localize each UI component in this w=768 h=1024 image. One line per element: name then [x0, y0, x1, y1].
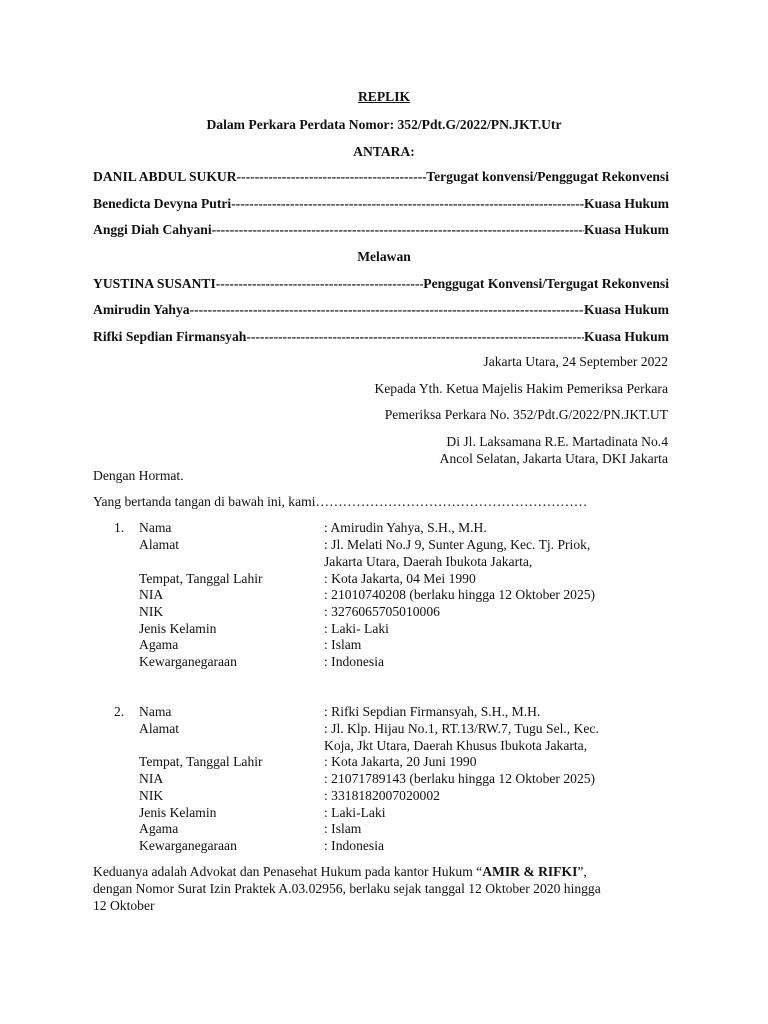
value-nik: : 3318182007020002 — [324, 788, 440, 803]
recipient-line-1: Kepada Yth. Ketua Majelis Hakim Pemeriksa Perkara — [374, 381, 668, 396]
value-nama: : Amirudin Yahya, S.H., M.H. — [324, 520, 487, 535]
place-date: Jakarta Utara, 24 September 2022 — [483, 354, 668, 369]
label-nia: NIA — [139, 771, 164, 786]
party-role: Kuasa Hukum — [584, 196, 669, 211]
party-role: Kuasa Hukum — [584, 329, 669, 344]
closing-text: Keduanya adalah Advokat dan Penasehat Hukum pada kantor Hukum “ — [93, 864, 483, 879]
label-nama: Nama — [139, 704, 172, 719]
party-name: Benedicta Devyna Putri — [93, 196, 232, 211]
label-jenis-kelamin: Jenis Kelamin — [139, 805, 217, 820]
closing-text-end: ”, — [577, 864, 587, 879]
party-row — [93, 275, 669, 292]
value-agama: : Islam — [324, 821, 362, 836]
address-line-1: Di Jl. Laksamana R.E. Martadinata No.4 — [446, 434, 668, 449]
closing-line-1 — [93, 863, 587, 880]
party-name: DANIL ABDUL SUKUR — [93, 169, 237, 184]
party-name: Anggi Diah Cahyani — [93, 222, 212, 237]
party-role: Kuasa Hukum — [584, 302, 669, 317]
label-ttl: Tempat, Tanggal Lahir — [139, 754, 263, 769]
party-role: Tergugat konvensi/Penggugat Rekonvensi — [426, 169, 669, 184]
address-line-2: Ancol Selatan, Jakarta Utara, DKI Jakarta — [439, 451, 668, 466]
dash-leader — [190, 301, 584, 318]
party-row — [93, 221, 669, 238]
value-ttl: : Kota Jakarta, 20 Juni 1990 — [324, 754, 477, 769]
label-nik: NIK — [139, 604, 164, 619]
label-alamat: Alamat — [139, 537, 180, 552]
recipient-line-2: Pemeriksa Perkara No. 352/Pdt.G/2022/PN.JKT.UT — [384, 407, 668, 422]
party-row — [93, 168, 669, 185]
value-nia: : 21071789143 (berlaku hingga 12 Oktober 2025) — [324, 771, 596, 786]
value-alamat: : Jl. Klp. Hijau No.1, RT.13/RW.7, Tugu Sel., Kec. — [324, 721, 599, 736]
case-number: Dalam Perkara Perdata Nomor: 352/Pdt.G/2022/PN.JKT.Utr — [206, 117, 562, 132]
party-name: YUSTINA SUSANTI — [93, 276, 216, 291]
value-alamat-cont: Koja, Jkt Utara, Daerah Khusus Ibukota Jakarta, — [324, 738, 588, 753]
value-nik: : 3276065705010006 — [324, 604, 440, 619]
closing-line-3: 12 Oktober — [93, 898, 155, 913]
antara-heading: ANTARA: — [353, 144, 415, 159]
melawan-heading: Melawan — [357, 249, 411, 264]
party-row — [93, 195, 669, 212]
value-jenis-kelamin: : Laki- Laki — [324, 621, 389, 636]
label-kewarganegaraan: Kewarganegaraan — [139, 838, 237, 853]
value-ttl: : Kota Jakarta, 04 Mei 1990 — [324, 571, 476, 586]
value-nia: : 21010740208 (berlaku hingga 12 Oktober 2025) — [324, 587, 596, 602]
label-agama: Agama — [139, 637, 179, 652]
document-title: REPLIK — [357, 89, 411, 104]
party-role: Penggugat Konvensi/Tergugat Rekonvensi — [423, 276, 669, 291]
label-nik: NIK — [139, 788, 164, 803]
value-alamat-cont: Jakarta Utara, Daerah Ibukota Jakarta, — [324, 554, 533, 569]
label-nia: NIA — [139, 587, 164, 602]
greeting: Dengan Hormat. — [93, 468, 184, 483]
value-alamat: : Jl. Melati No.J 9, Sunter Agung, Kec. Tj. Priok, — [324, 537, 591, 552]
value-kewarganegaraan: : Indonesia — [324, 654, 385, 669]
party-role: Kuasa Hukum — [584, 222, 669, 237]
label-nama: Nama — [139, 520, 172, 535]
label-kewarganegaraan: Kewarganegaraan — [139, 654, 237, 669]
firm-name: AMIR & RIFKI — [482, 864, 578, 879]
dash-leader — [231, 195, 584, 212]
intro-line: Yang bertanda tangan di bawah ini, kami…………………………………………………… — [93, 494, 588, 509]
label-agama: Agama — [139, 821, 179, 836]
party-name: Amirudin Yahya — [93, 302, 190, 317]
party-name: Rifki Sepdian Firmansyah — [93, 329, 247, 344]
list-number: 2. — [114, 704, 125, 719]
closing-line-2: dengan Nomor Surat Izin Praktek A.03.02956, berlaku sejak tanggal 12 Oktober 2020 hingga — [93, 881, 601, 896]
value-jenis-kelamin: : Laki-Laki — [324, 805, 386, 820]
value-agama: : Islam — [324, 637, 362, 652]
dash-leader — [246, 328, 584, 345]
list-number: 1. — [114, 520, 125, 535]
value-nama: : Rifki Sepdian Firmansyah, S.H., M.H. — [324, 704, 541, 719]
label-ttl: Tempat, Tanggal Lahir — [139, 571, 263, 586]
party-row — [93, 301, 669, 318]
party-row — [93, 328, 669, 345]
dash-leader — [216, 275, 424, 292]
value-kewarganegaraan: : Indonesia — [324, 838, 385, 853]
label-jenis-kelamin: Jenis Kelamin — [139, 621, 217, 636]
dash-leader — [212, 221, 584, 238]
dash-leader — [237, 168, 427, 185]
label-alamat: Alamat — [139, 721, 180, 736]
